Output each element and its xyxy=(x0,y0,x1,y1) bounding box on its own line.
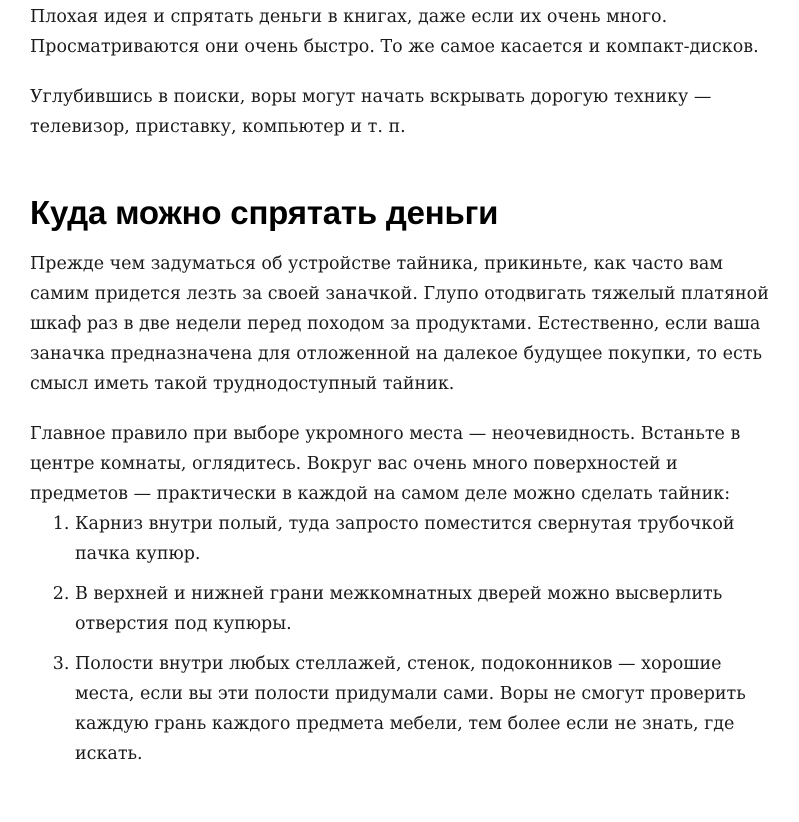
list-item: 3. Полости внутри любых стеллажей, стенок, подоконников — хорошие места, если вы эти полости придумали сами. Воры не смогут проверить каждую грань каждого предмета мебели, тем более если не знать, где искать. xyxy=(75,649,775,769)
list-item: 2. В верхней и нижней грани межкомнатных дверей можно высверлить отверстия под купюры. xyxy=(75,579,775,639)
paragraph-access-frequency: Прежде чем задуматься об устройстве тайника, прикиньте, как часто вам самим придется лезть за своей заначкой. Глупо отодвигать тяжелый платяной шкаф раз в две недели перед походом за продуктами. Естественно, если ваша заначка предназначена для отложенной на далекое будущее покупки, то есть смысл иметь такой труднодоступный тайник. xyxy=(30,254,769,394)
paragraph-books: Плохая идея и спрятать деньги в книгах, даже если их очень много. Просматриваются они очень быстро. То же самое касается и компакт-дисков. xyxy=(30,7,759,57)
paragraph-main-rule: Главное правило при выборе укромного места — неочевидность. Встаньте в центре комнаты, оглядитесь. Вокруг вас очень много поверхностей и предметов — практически в каждой на самом деле можно сделать тайник: xyxy=(30,424,741,504)
hiding-places-list xyxy=(30,509,775,769)
list-item: 1. Карниз внутри полый, туда запросто поместится свернутая трубочкой пачка купюр. xyxy=(75,509,775,569)
article-body xyxy=(30,2,775,779)
section-heading: Куда можно спрятать деньги xyxy=(30,194,499,231)
paragraph-electronics: Углубившись в поиски, воры могут начать вскрывать дорогую технику — телевизор, приставку, компьютер и т. п. xyxy=(30,87,712,137)
